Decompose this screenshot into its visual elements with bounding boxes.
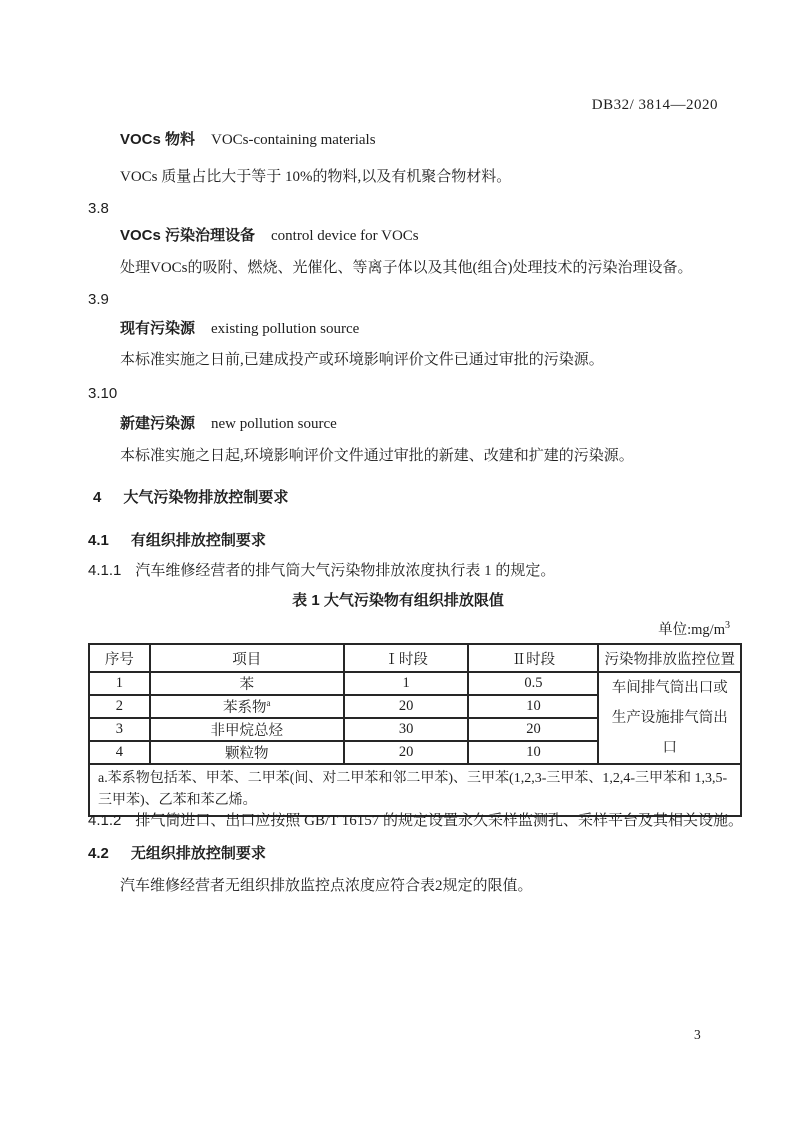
table1-emission-limits (88, 643, 742, 817)
clause-4-1-1 (88, 562, 555, 580)
heading-number: 4.1 (88, 532, 109, 549)
page-number: 3 (694, 1027, 701, 1042)
cell-period2-limit: 10 (468, 695, 598, 718)
clause-text: 汽车维修经营者的排气筒大气污染物排放浓度执行表 1 的规定。 (135, 563, 556, 579)
definition-existing-source: 本标准实施之日前,已建成投产或环境影响评价文件已通过审批的污染源。 (120, 352, 604, 368)
cell-no: 2 (89, 695, 150, 718)
clause-number-3-8: 3.8 (88, 200, 109, 217)
heading-number: 4.2 (88, 845, 109, 862)
doc-number: DB32/ 3814—2020 (591, 97, 718, 113)
definition-vocs-materials: VOCs 质量占比大于等于 10%的物料,以及有机聚合物材料。 (120, 169, 512, 185)
cell-period1-limit: 20 (344, 695, 469, 718)
heading-section-4 (93, 489, 288, 507)
table1-footnote-row (89, 764, 741, 816)
clause-number: 4.1.2 (88, 812, 122, 829)
col-header-period2: Ⅱ时段 (468, 644, 598, 672)
cell-period1-limit: 30 (344, 718, 469, 741)
term-existing-source (120, 320, 359, 338)
table1-unit-label (658, 617, 730, 639)
term-zh: VOCs 物料 (120, 131, 196, 148)
cell-period2-limit: 20 (468, 718, 598, 741)
table1-caption: 表 1 大气污染物有组织排放限值 (292, 592, 504, 609)
cell-item: 颗粒物 (150, 741, 344, 764)
cell-item: 非甲烷总烃 (150, 718, 344, 741)
col-header-period1: Ⅰ时段 (344, 644, 469, 672)
unit-superscript: 3 (725, 620, 730, 631)
term-en: VOCs-containing materials (211, 132, 376, 148)
cell-item: 苯系物$^a$ (150, 695, 344, 718)
col-header-item: 项目 (150, 644, 344, 672)
footnote-marker: a (266, 698, 271, 709)
table1-footnote: a.苯系物包括苯、甲苯、二甲苯(间、对二甲苯和邻二甲苯)、三甲苯(1,2,3-三甲苯、1,2,4-三甲苯和 1,3,5-三甲苯)、乙苯和苯乙烯。 (89, 764, 741, 816)
clause-number-3-10: 3.10 (88, 385, 118, 402)
col-header-no: 序号 (89, 644, 150, 672)
cell-no: 4 (89, 741, 150, 764)
term-control-device (120, 227, 419, 245)
heading-number: 4 (93, 489, 102, 506)
cell-no: 1 (89, 672, 150, 695)
col-header-monitor-location: 污染物排放监控位置 (598, 644, 741, 672)
definition-new-source: 本标准实施之日起,环境影响评价文件通过审批的新建、改建和扩建的污染源。 (120, 448, 634, 464)
clause-4-1-2 (88, 812, 743, 830)
table1-body (89, 672, 741, 816)
clause-number: 4.1.1 (88, 562, 122, 579)
term-en: existing pollution source (211, 321, 360, 337)
heading-section-4-2 (88, 845, 266, 863)
heading-title: 无组织排放控制要求 (130, 845, 266, 862)
definition-control-device: 处理VOCs的吸附、燃烧、光催化、等离子体以及其他(组合)处理技术的污染治理设备。 (120, 260, 693, 276)
cell-item: 苯 (150, 672, 344, 695)
clause-text: 排气筒进口、出口应按照 GB/T 16157 的规定设置永久采样监测孔、采样平台及其相关设施。 (135, 813, 744, 829)
term-zh: 新建污染源 (120, 415, 196, 432)
table-row (89, 672, 741, 695)
table1-header-row (89, 644, 741, 672)
heading-title: 有组织排放控制要求 (130, 532, 266, 549)
unit-prefix: 单位:mg/m (658, 621, 725, 638)
cell-no: 3 (89, 718, 150, 741)
term-en: new pollution source (211, 416, 337, 432)
cell-period2-limit: 10 (468, 741, 598, 764)
clause-4-2-body: 汽车维修经营者无组织排放监控点浓度应符合表2规定的限值。 (120, 878, 533, 894)
clause-number-3-9: 3.9 (88, 291, 109, 308)
term-zh: 现有污染源 (120, 320, 196, 337)
heading-title: 大气污染物排放控制要求 (123, 489, 289, 506)
cell-monitor-location: 车间排气筒出口或生产设施排气筒出口 (598, 672, 741, 764)
term-en: control device for VOCs (271, 228, 419, 244)
term-zh: VOCs 污染治理设备 (120, 227, 256, 244)
heading-section-4-1 (88, 532, 266, 550)
cell-period1-limit: 20 (344, 741, 469, 764)
term-new-source (120, 415, 337, 433)
cell-period2-limit: 0.5 (468, 672, 598, 695)
term-vocs-materials (120, 131, 376, 149)
cell-period1-limit: 1 (344, 672, 469, 695)
